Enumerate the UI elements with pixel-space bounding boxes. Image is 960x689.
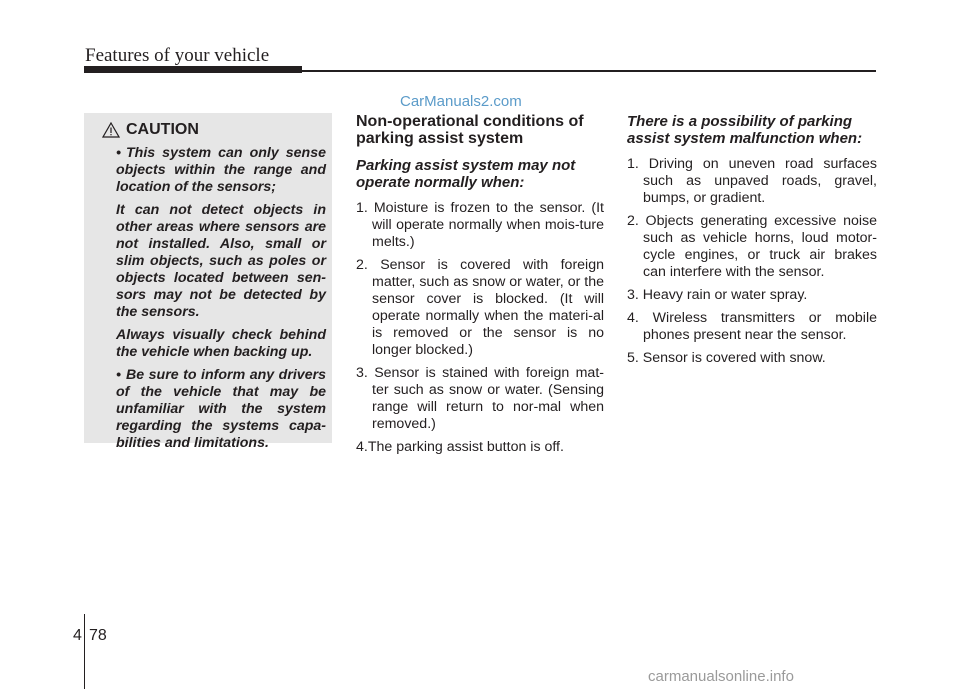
caution-paragraph: It can not detect objects in other areas where sensors are not installed. Also, small or slim objects, such as poles or objects located between sen-sors may not be detected by the sensors. bbox=[116, 202, 326, 320]
non-operational-section bbox=[356, 113, 604, 462]
caution-list bbox=[96, 145, 326, 452]
list-item: 1. Driving on uneven road surfaces such as unpaved roads, gravel, bumps, or gradient. bbox=[627, 156, 877, 206]
caution-box bbox=[84, 113, 332, 451]
caution-title: CAUTION bbox=[126, 121, 199, 138]
caution-item: • Be sure to inform any drivers of the vehicle that may be unfamiliar with the system regarding the systems capa-bilities and limitations. bbox=[116, 367, 326, 451]
page-number: 78 bbox=[89, 627, 107, 644]
list-item: 1. Moisture is frozen to the sensor. (It will operate normally when mois-ture melts.) bbox=[356, 200, 604, 250]
malfunction-list bbox=[627, 156, 877, 367]
list-item: 3. Heavy rain or water spray. bbox=[627, 287, 808, 303]
watermark-top[interactable]: CarManuals2.com bbox=[400, 93, 522, 110]
caution-paragraph: Be sure to inform any drivers of the vehicle that may be unfamiliar with the system regarding the systems capa-bilities and limitations. bbox=[116, 367, 326, 451]
list-item: 2. Sensor is covered with foreign matter, such as snow or water, or the sensor cover is blocked. (It will operate normally when the materi-al is removed or the sensor is no longer blocked.) bbox=[356, 257, 604, 358]
list-item: 3. Sensor is stained with foreign mat-ter such as snow or water. (Sensing range will return to nor-mal when removed.) bbox=[356, 365, 604, 432]
list-item: 4.The parking assist button is off. bbox=[356, 439, 564, 455]
caution-paragraph: Always visually check behind the vehicle when backing up. bbox=[116, 327, 326, 360]
list-item: 4. Wireless transmitters or mobile phones present near the sensor. bbox=[627, 310, 877, 343]
caution-paragraph: This system can only sense objects within the range and location of the sensors; bbox=[116, 145, 326, 195]
section-subtitle: Parking assist system may not operate normally when: bbox=[356, 157, 576, 191]
watermark-bottom[interactable]: carmanualsonline.info bbox=[648, 668, 794, 685]
caution-item: • This system can only sense objects within the range and location of the sensors; It can not detect objects in other areas where sensors are not installed. Also, small or slim objects, such as poles or objects located between sen-sors may not be detected by the sensors. Always visually check behind the vehicle when backing up. bbox=[116, 145, 326, 360]
malfunction-section bbox=[627, 113, 877, 373]
list-item: 2. Objects generating excessive noise such as vehicle horns, loud motor-cycle engines, or truck air brakes can interfere with the sensor. bbox=[627, 213, 877, 280]
header-bar bbox=[84, 66, 302, 73]
header-rule bbox=[302, 70, 876, 72]
caution-header bbox=[102, 121, 326, 139]
section-title: Non-operational conditions of parking assist system bbox=[356, 113, 584, 147]
header-title: Features of your vehicle bbox=[85, 45, 270, 66]
page-divider bbox=[84, 614, 85, 689]
warning-triangle-icon bbox=[102, 122, 120, 138]
list-item: 5. Sensor is covered with snow. bbox=[627, 350, 826, 366]
condition-list bbox=[356, 200, 604, 456]
chapter-number: 4 bbox=[73, 627, 82, 644]
malfunction-subtitle: There is a possibility of parking assist system malfunction when: bbox=[627, 113, 863, 147]
